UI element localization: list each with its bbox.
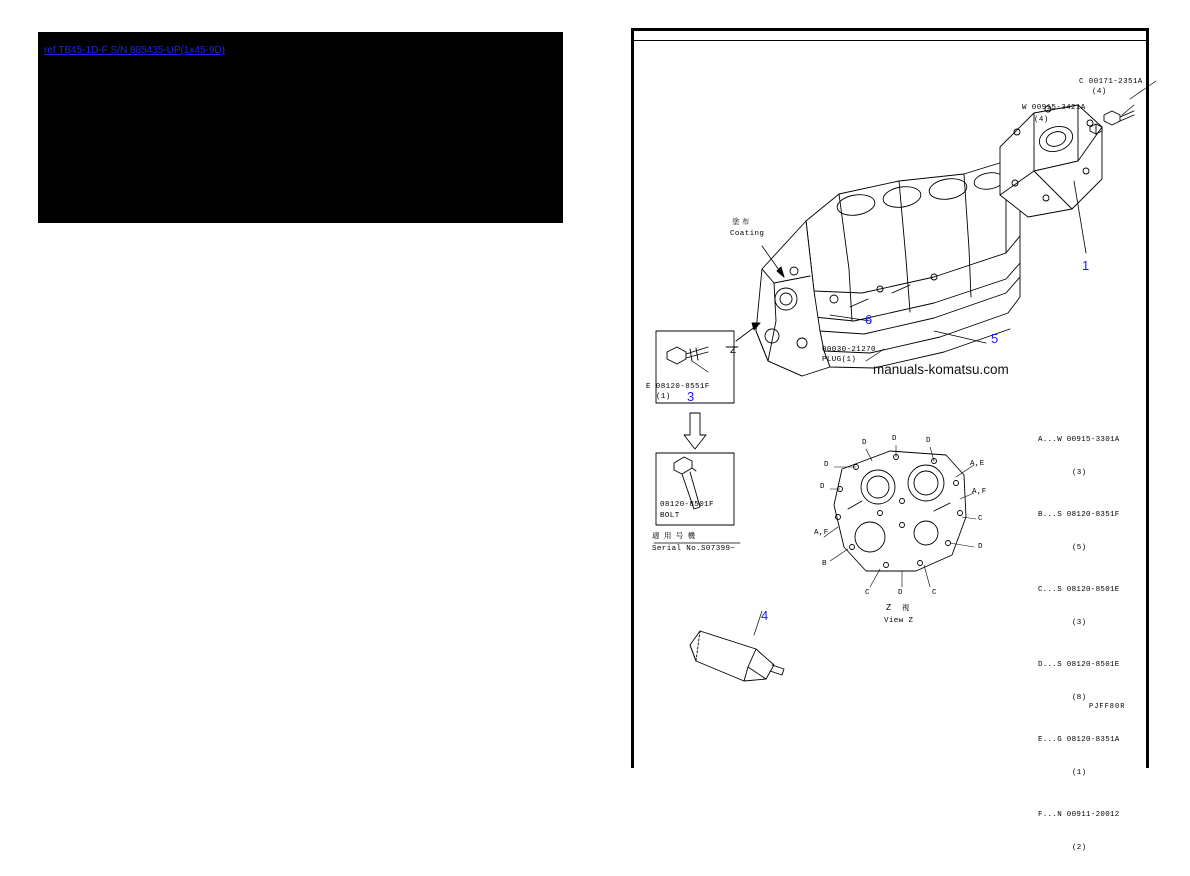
- diagram-frame: [631, 28, 1149, 852]
- drawing-footer-code: PJFF80R: [1089, 703, 1126, 711]
- label-washer-00915-qty: (4): [1034, 116, 1049, 124]
- bolt-box-left-code: E 08120-8551F: [646, 383, 710, 391]
- serial-note-en: Serial No.S07399~: [652, 545, 736, 553]
- label-washer-00915: W 00915-3421A: [1022, 104, 1086, 112]
- viewz-leader-4: C: [978, 515, 983, 523]
- parts-list-row-d-qty: (8): [1072, 694, 1087, 702]
- callout-6: 6: [865, 312, 873, 327]
- view-z-marker: Z: [730, 346, 737, 357]
- callout-1: 1: [1082, 258, 1090, 273]
- parts-list-row-f-code: F...N 00911-20012: [1038, 811, 1120, 819]
- parts-list-row-c-code: C...S 08120-8501E: [1038, 586, 1120, 594]
- view-z-en: View Z: [884, 617, 914, 625]
- parts-list-row-a-code: A...W 00915-3301A: [1038, 436, 1120, 444]
- viewz-leader-0: A,E: [970, 460, 985, 468]
- left-black-panel: [38, 32, 563, 223]
- view-z-jp: Z 視: [886, 603, 912, 612]
- viewz-leader-10: D: [824, 461, 829, 469]
- label-bolt-00171: C 00171-2351A: [1079, 78, 1143, 86]
- viewz-leader-12: D: [978, 543, 983, 551]
- viewz-leader-1: A,F: [972, 488, 987, 496]
- coating-note-en: Coating: [730, 230, 765, 238]
- parts-list-row-a-qty: (3): [1072, 469, 1087, 477]
- callout-4: 4: [761, 608, 769, 623]
- parts-list-row-d-code: D...S 08120-8501E: [1038, 661, 1120, 669]
- label-bolt-00171-qty: (4): [1092, 88, 1107, 96]
- viewz-leader-11: D: [820, 483, 825, 491]
- callout-3: 3: [687, 389, 695, 404]
- viewz-leader-3: B: [822, 560, 827, 568]
- plug-name: PLUG(1): [822, 356, 857, 364]
- viewz-leader-6: C: [865, 589, 870, 597]
- parts-list-row-c-qty: (3): [1072, 619, 1087, 627]
- viewz-leader-8: D: [892, 435, 897, 443]
- callout-5: 5: [991, 331, 999, 346]
- viewz-leader-13: D: [898, 589, 903, 597]
- reference-link[interactable]: ref TB45-1D-F S/N 885435-UP(1x45-9D): [44, 45, 225, 56]
- parts-list: [1038, 413, 1120, 876]
- parts-list-row-f-qty: (2): [1072, 844, 1087, 852]
- viewz-leader-7: D: [862, 439, 867, 447]
- parts-list-row-e-qty: (1): [1072, 769, 1087, 777]
- parts-list-row-e-code: E...G 08120-8351A: [1038, 736, 1120, 744]
- parts-list-row-b-code: B...S 08120-8351F: [1038, 511, 1120, 519]
- bolt-box-lower-code: 08120-8501F: [660, 501, 714, 509]
- coating-note-jp: 塗 布: [732, 217, 750, 226]
- viewz-leader-9: D: [926, 437, 931, 445]
- bolt-box-left-qty: (1): [656, 393, 671, 401]
- viewz-leader-5: C: [932, 589, 937, 597]
- viewz-leader-2: A,F: [814, 529, 829, 537]
- bolt-box-lower-name: BOLT: [660, 512, 680, 520]
- plug-code: 00030-21270: [822, 346, 876, 354]
- serial-note-jp: 適 用 号 機: [652, 531, 697, 540]
- parts-list-row-b-qty: (5): [1072, 544, 1087, 552]
- site-watermark: manuals-komatsu.com: [873, 362, 1009, 377]
